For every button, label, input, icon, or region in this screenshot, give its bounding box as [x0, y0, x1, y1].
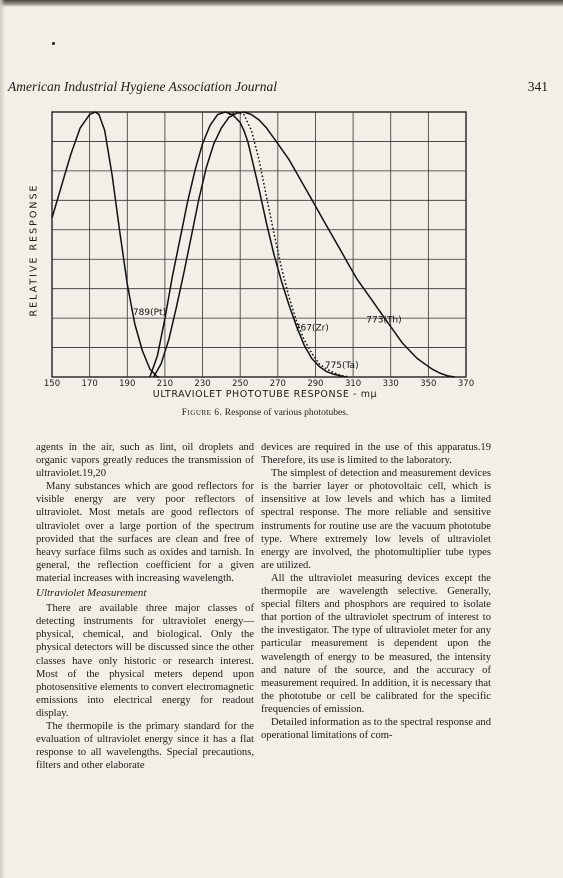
phototube-response-chart: [0, 100, 563, 390]
x-tick-label: 270: [269, 379, 286, 389]
x-tick-label: 190: [119, 379, 136, 389]
journal-title: American Industrial Hygiene Association Journal: [8, 79, 277, 94]
x-tick-label: 230: [194, 379, 211, 389]
right-column: [261, 441, 491, 742]
x-tick-label: 150: [43, 379, 61, 389]
right-paragraph-2: The simplest of detection and measurement devices is the barrier layer or photovoltaic cell, which is insensitive at low levels and which has a limited spectral response. The more reliable and sensitive instruments for routine use are the vacuum phototube type. Where extremely low levels of ultraviolet energy are involved, the photomultiplier tube types are utilized.: [261, 468, 491, 571]
series-line: [150, 112, 346, 377]
page-number: 341: [527, 79, 548, 94]
x-tick-label: 370: [457, 379, 475, 389]
section-heading: Ultraviolet Measurement: [36, 587, 147, 600]
left-paragraph-3: There are available three major classes of detecting instruments for ultraviolet energy—physical, chemical, and biological. Only the physical detectors will be discussed since the other classes have only historic or research interest. Most of the physical meters depend upon photosensitive elements to convert electromagnetic emissions into electrical energy for readout display.: [36, 603, 254, 719]
x-tick-label: 210: [156, 379, 174, 389]
bullet-mark: [52, 42, 55, 45]
right-paragraph-1: devices are required in the use of this apparatus.19 Therefore, its use is limited to the laboratory.: [261, 442, 491, 467]
figure-caption: [50, 408, 480, 418]
series-line: [154, 112, 455, 377]
left-paragraph-4: The thermopile is the primary standard for the evaluation of ultraviolet energy since it has a flat response to all wavelengths. Special precautions, filters and other elaborate: [36, 720, 254, 772]
series-line: [229, 112, 349, 377]
x-tick-label: 330: [382, 379, 399, 389]
series-label: 775(Ta): [324, 360, 359, 371]
page-top-edge: [0, 0, 563, 7]
series-line: [52, 112, 159, 377]
figure-caption-text: Response of various phototubes.: [224, 408, 349, 418]
series-label: 789(Pt): [132, 307, 167, 318]
y-axis-label-text: RELATIVE RESPONSE: [28, 183, 40, 317]
x-tick-label: 310: [344, 379, 362, 389]
series-label: 773(Th): [366, 315, 402, 326]
figure-number: Figure 6.: [181, 408, 223, 418]
x-tick-label: 170: [81, 379, 98, 389]
left-paragraph-1: agents in the air, such as lint, oil droplets and organic vapors greatly reduces the transmission of ultraviolet.19,20: [36, 442, 254, 480]
x-tick-label: 350: [420, 379, 437, 389]
right-paragraph-3: All the ultraviolet measuring devices except the thermopile are wavelength selective. Generally, special filters and phosphors are required to isolate that portion of the ultraviolet spectrum of interest to the investigator. The type of ultraviolet meter for any particular measurement is dependent upon the wavelength of energy to be measured, the intensity and nature of the source, and the accuracy of measurement required. In addition, it is necessary that the phototube or cell be calibrated for the specific frequencies of emission.: [261, 572, 491, 715]
left-paragraph-2: Many substances which are good reflectors for visible energy are very poor reflectors of ultraviolet. Most metals are good reflectors of ultraviolet over a large portion of the spectrum provided that the surfaces are clean and free of heavy surface films such as oxides and tarnish. In general, the reflection coefficient for a given material increases with increasing wavelength.: [36, 481, 254, 584]
series-label: 767(Zr): [294, 323, 329, 334]
x-tick-label: 290: [307, 379, 324, 389]
running-head: [8, 79, 548, 97]
plot-frame: [52, 112, 466, 377]
left-column: [36, 441, 254, 772]
x-tick-label: 250: [232, 379, 249, 389]
x-axis-label: ULTRAVIOLET PHOTOTUBE RESPONSE - mμ: [152, 389, 378, 400]
right-paragraph-4: Detailed information as to the spectral response and operational limitations of com-: [261, 716, 491, 742]
